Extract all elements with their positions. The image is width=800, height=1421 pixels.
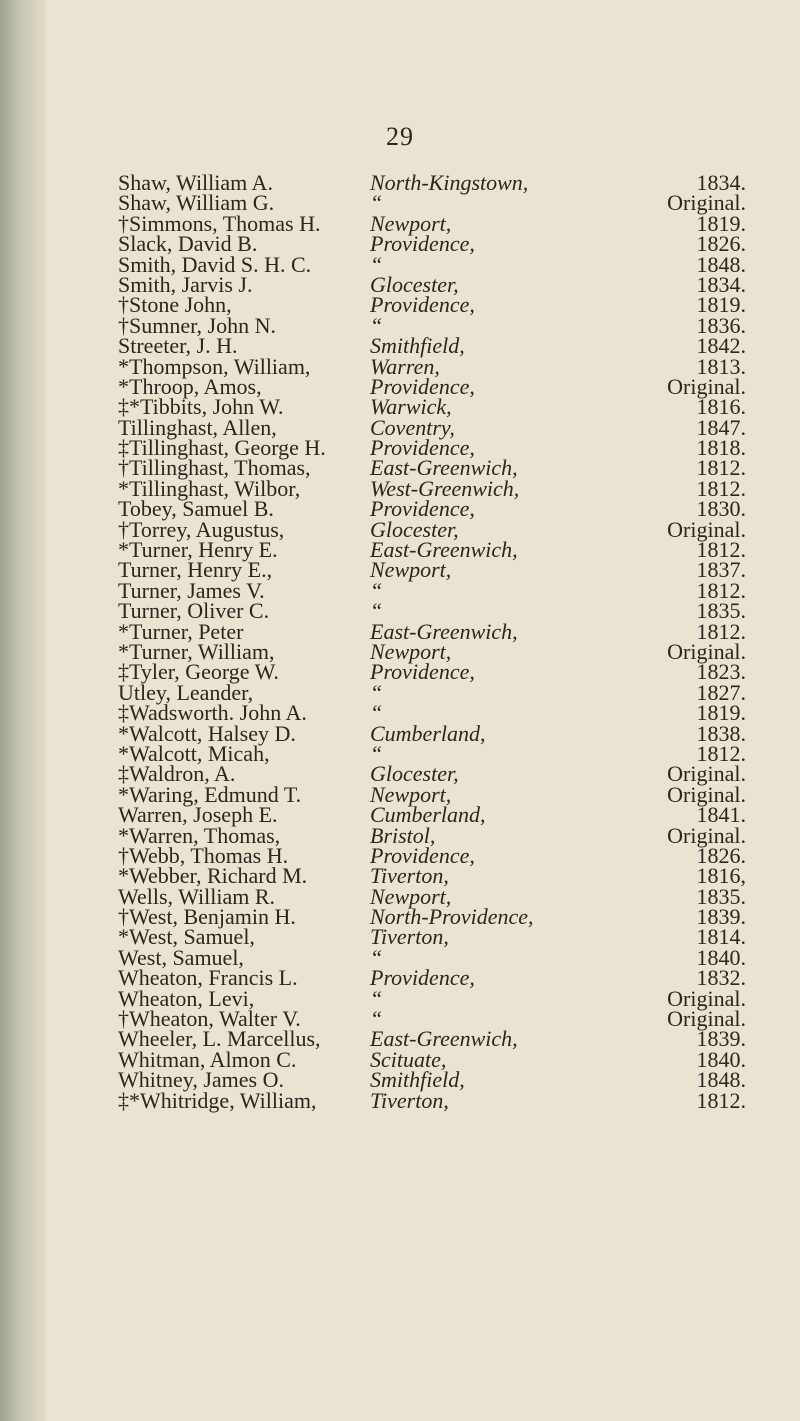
entry-year: 1841. (696, 802, 746, 828)
entry-place: “ (370, 1006, 383, 1032)
entry-name: Streeter, J. H. (118, 333, 238, 359)
entry-year: Original. (667, 985, 746, 1011)
entry-place: Tiverton, (370, 863, 449, 889)
entry-name: Smith, David S. H. C. (118, 251, 312, 277)
entry-name: *Throop, Amos, (118, 373, 262, 399)
entry-place: Warwick, (370, 394, 452, 420)
entry-year: 1816, (696, 863, 746, 889)
entry-year: 1839. (696, 904, 746, 930)
entry-name: †Stone John, (118, 292, 232, 318)
entry-place: Coventry, (370, 414, 455, 440)
entry-year: 1812. (696, 740, 746, 766)
entry-place: Providence, (370, 659, 475, 685)
entry-name: †Sumner, John N. (118, 312, 277, 338)
entry-name: Tobey, Samuel B. (118, 496, 274, 522)
entry-place: “ (370, 577, 383, 603)
entry-place: Smithfield, (370, 333, 465, 359)
entry-place: North-Providence, (370, 904, 534, 930)
entry-year: 1812. (696, 537, 746, 563)
entry-name: †West, Benjamin H. (118, 904, 296, 930)
entry-name: *West, Samuel, (118, 924, 255, 950)
entry-place: Tiverton, (370, 924, 449, 950)
entry-place: Newport, (370, 557, 452, 583)
entry-year: 1848. (696, 251, 746, 277)
entry-place: “ (370, 312, 383, 338)
entry-place: Cumberland, (370, 720, 486, 746)
entry-year: 1812. (696, 577, 746, 603)
entry-year: 1840. (696, 944, 746, 970)
entry-name: Shaw, William A. (118, 170, 273, 195)
entry-name: Whitman, Almon C. (118, 1046, 297, 1072)
entry-place: “ (370, 190, 383, 216)
entry-place: Glocester, (370, 761, 459, 787)
entry-name: Utley, Leander, (118, 679, 254, 705)
entry-year: 1835. (696, 598, 746, 624)
entry-place: Bristol, (370, 822, 436, 848)
entry-year: 1819. (696, 292, 746, 318)
entry-place: Glocester, (370, 271, 459, 297)
entry-year: 1812. (696, 475, 746, 501)
entry-year: 1838. (696, 720, 746, 746)
entries-list (0, 170, 800, 1113)
entry-year: 1813. (696, 353, 746, 379)
entry-place: Smithfield, (370, 1067, 465, 1093)
entry-place: Providence, (370, 292, 475, 318)
entry-name: †Torrey, Augustus, (118, 516, 285, 542)
entry-place: Providence, (370, 842, 475, 868)
entry-year: Original. (667, 781, 746, 807)
entry-name: †Tillinghast, Thomas, (118, 455, 311, 481)
page-number: 29 (386, 122, 414, 151)
entry-year: 1835. (696, 883, 746, 909)
entry-name: Wheeler, L. Marcellus, (118, 1026, 321, 1052)
entry-place: “ (370, 251, 383, 277)
entry-place: “ (370, 679, 383, 705)
entry-place: “ (370, 598, 383, 624)
entry-name: Wheaton, Levi, (118, 985, 255, 1011)
entry-year: 1834. (696, 271, 746, 297)
entry-place: Providence, (370, 231, 475, 257)
entry-year: 1840. (696, 1046, 746, 1072)
entry-name: Smith, Jarvis J. (118, 271, 253, 297)
entry-name: Tillinghast, Allen, (118, 414, 277, 440)
entry-place: Newport, (370, 638, 452, 664)
entry-name: *Waring, Edmund T. (118, 781, 302, 807)
entry-place: West-Greenwich, (370, 475, 520, 501)
entry-name: †Webb, Thomas H. (118, 842, 289, 868)
entry-year: Original. (667, 1006, 746, 1032)
entry-year: 1847. (696, 414, 746, 440)
entry-name: Wells, William R. (118, 883, 276, 909)
entry-year: 1839. (696, 1026, 746, 1052)
entry-year: Original. (667, 822, 746, 848)
entry-year: 1832. (696, 965, 746, 991)
entry-year: 1837. (696, 557, 746, 583)
entry-place: “ (370, 700, 383, 726)
entry-year: Original. (667, 190, 746, 216)
entry-year: 1812. (696, 618, 746, 644)
entry-place: East-Greenwich, (370, 537, 518, 563)
entry-year: 1814. (696, 924, 746, 950)
entry-place: East-Greenwich, (370, 455, 518, 481)
entry-place: East-Greenwich, (370, 618, 518, 644)
entry-name: Turner, Henry E., (118, 557, 273, 583)
entry-name: *Tillinghast, Wilbor, (118, 475, 301, 501)
entry-place: Tiverton, (370, 1087, 449, 1113)
entry-name: †Wheaton, Walter V. (118, 1006, 301, 1032)
entry-year: 1826. (696, 842, 746, 868)
entry-name: ‡Wadsworth. John A. (118, 700, 307, 726)
entry-name: Whitney, James O. (118, 1067, 284, 1093)
entry-year: 1830. (696, 496, 746, 522)
entry-year: Original. (667, 638, 746, 664)
entry-name: Warren, Joseph E. (118, 802, 278, 828)
entry-place: “ (370, 740, 383, 766)
entry-year: 1834. (696, 170, 746, 195)
entry-name: Turner, Oliver C. (118, 598, 270, 624)
entry-place: Glocester, (370, 516, 459, 542)
entry-year: 1816. (696, 394, 746, 420)
entry-name: *Warren, Thomas, (118, 822, 281, 848)
entry-name: Shaw, William G. (118, 190, 275, 216)
entry-name: Slack, David B. (118, 231, 258, 257)
entry-year: Original. (667, 373, 746, 399)
entry-year: 1826. (696, 231, 746, 257)
entry-name: *Webber, Richard M. (118, 863, 308, 889)
entry-name: Turner, James V. (118, 577, 265, 603)
entry-place: North-Kingstown, (370, 170, 529, 195)
entry-year: 1818. (696, 435, 746, 461)
entry-name: West, Samuel, (118, 944, 244, 970)
entry-name: *Walcott, Halsey D. (118, 720, 296, 746)
entry-place: Cumberland, (370, 802, 486, 828)
entry-name: ‡Tyler, George W. (118, 659, 279, 685)
entry-place: Newport, (370, 210, 452, 236)
entry-place: “ (370, 985, 383, 1011)
entry-year: 1819. (696, 210, 746, 236)
entry-place: Providence, (370, 435, 475, 461)
entry-place: Scituate, (370, 1046, 447, 1072)
entry-place: East-Greenwich, (370, 1026, 518, 1052)
entry-year: Original. (667, 761, 746, 787)
entry-name: ‡Tillinghast, George H. (118, 435, 326, 461)
entry-name: *Thompson, William, (118, 353, 311, 379)
entry-year: 1827. (696, 679, 746, 705)
entry-year: 1812. (696, 455, 746, 481)
entry-place: “ (370, 944, 383, 970)
entry-year: Original. (667, 516, 746, 542)
entry-name: ‡*Tibbits, John W. (118, 394, 284, 420)
entry-name: *Turner, William, (118, 638, 275, 664)
entry-place: Newport, (370, 781, 452, 807)
entry-row (0, 1087, 800, 1113)
entry-name: *Turner, Peter (118, 618, 244, 644)
entry-name: *Turner, Henry E. (118, 537, 278, 563)
entry-name: ‡*Whitridge, William, (118, 1087, 317, 1113)
entry-name: *Walcott, Micah, (118, 740, 270, 766)
entry-place: Providence, (370, 373, 475, 399)
entry-place: Newport, (370, 883, 452, 909)
entry-place: Providence, (370, 496, 475, 522)
entry-name: Wheaton, Francis L. (118, 965, 298, 991)
entry-place: Warren, (370, 353, 440, 379)
entry-year: 1812. (696, 1087, 746, 1113)
entry-year: 1819. (696, 700, 746, 726)
entry-year: 1848. (696, 1067, 746, 1093)
entry-name: †Simmons, Thomas H. (118, 210, 321, 236)
entry-name: ‡Waldron, A. (118, 761, 236, 787)
entry-year: 1842. (696, 333, 746, 359)
entry-year: 1823. (696, 659, 746, 685)
entry-year: 1836. (696, 312, 746, 338)
entry-place: Providence, (370, 965, 475, 991)
